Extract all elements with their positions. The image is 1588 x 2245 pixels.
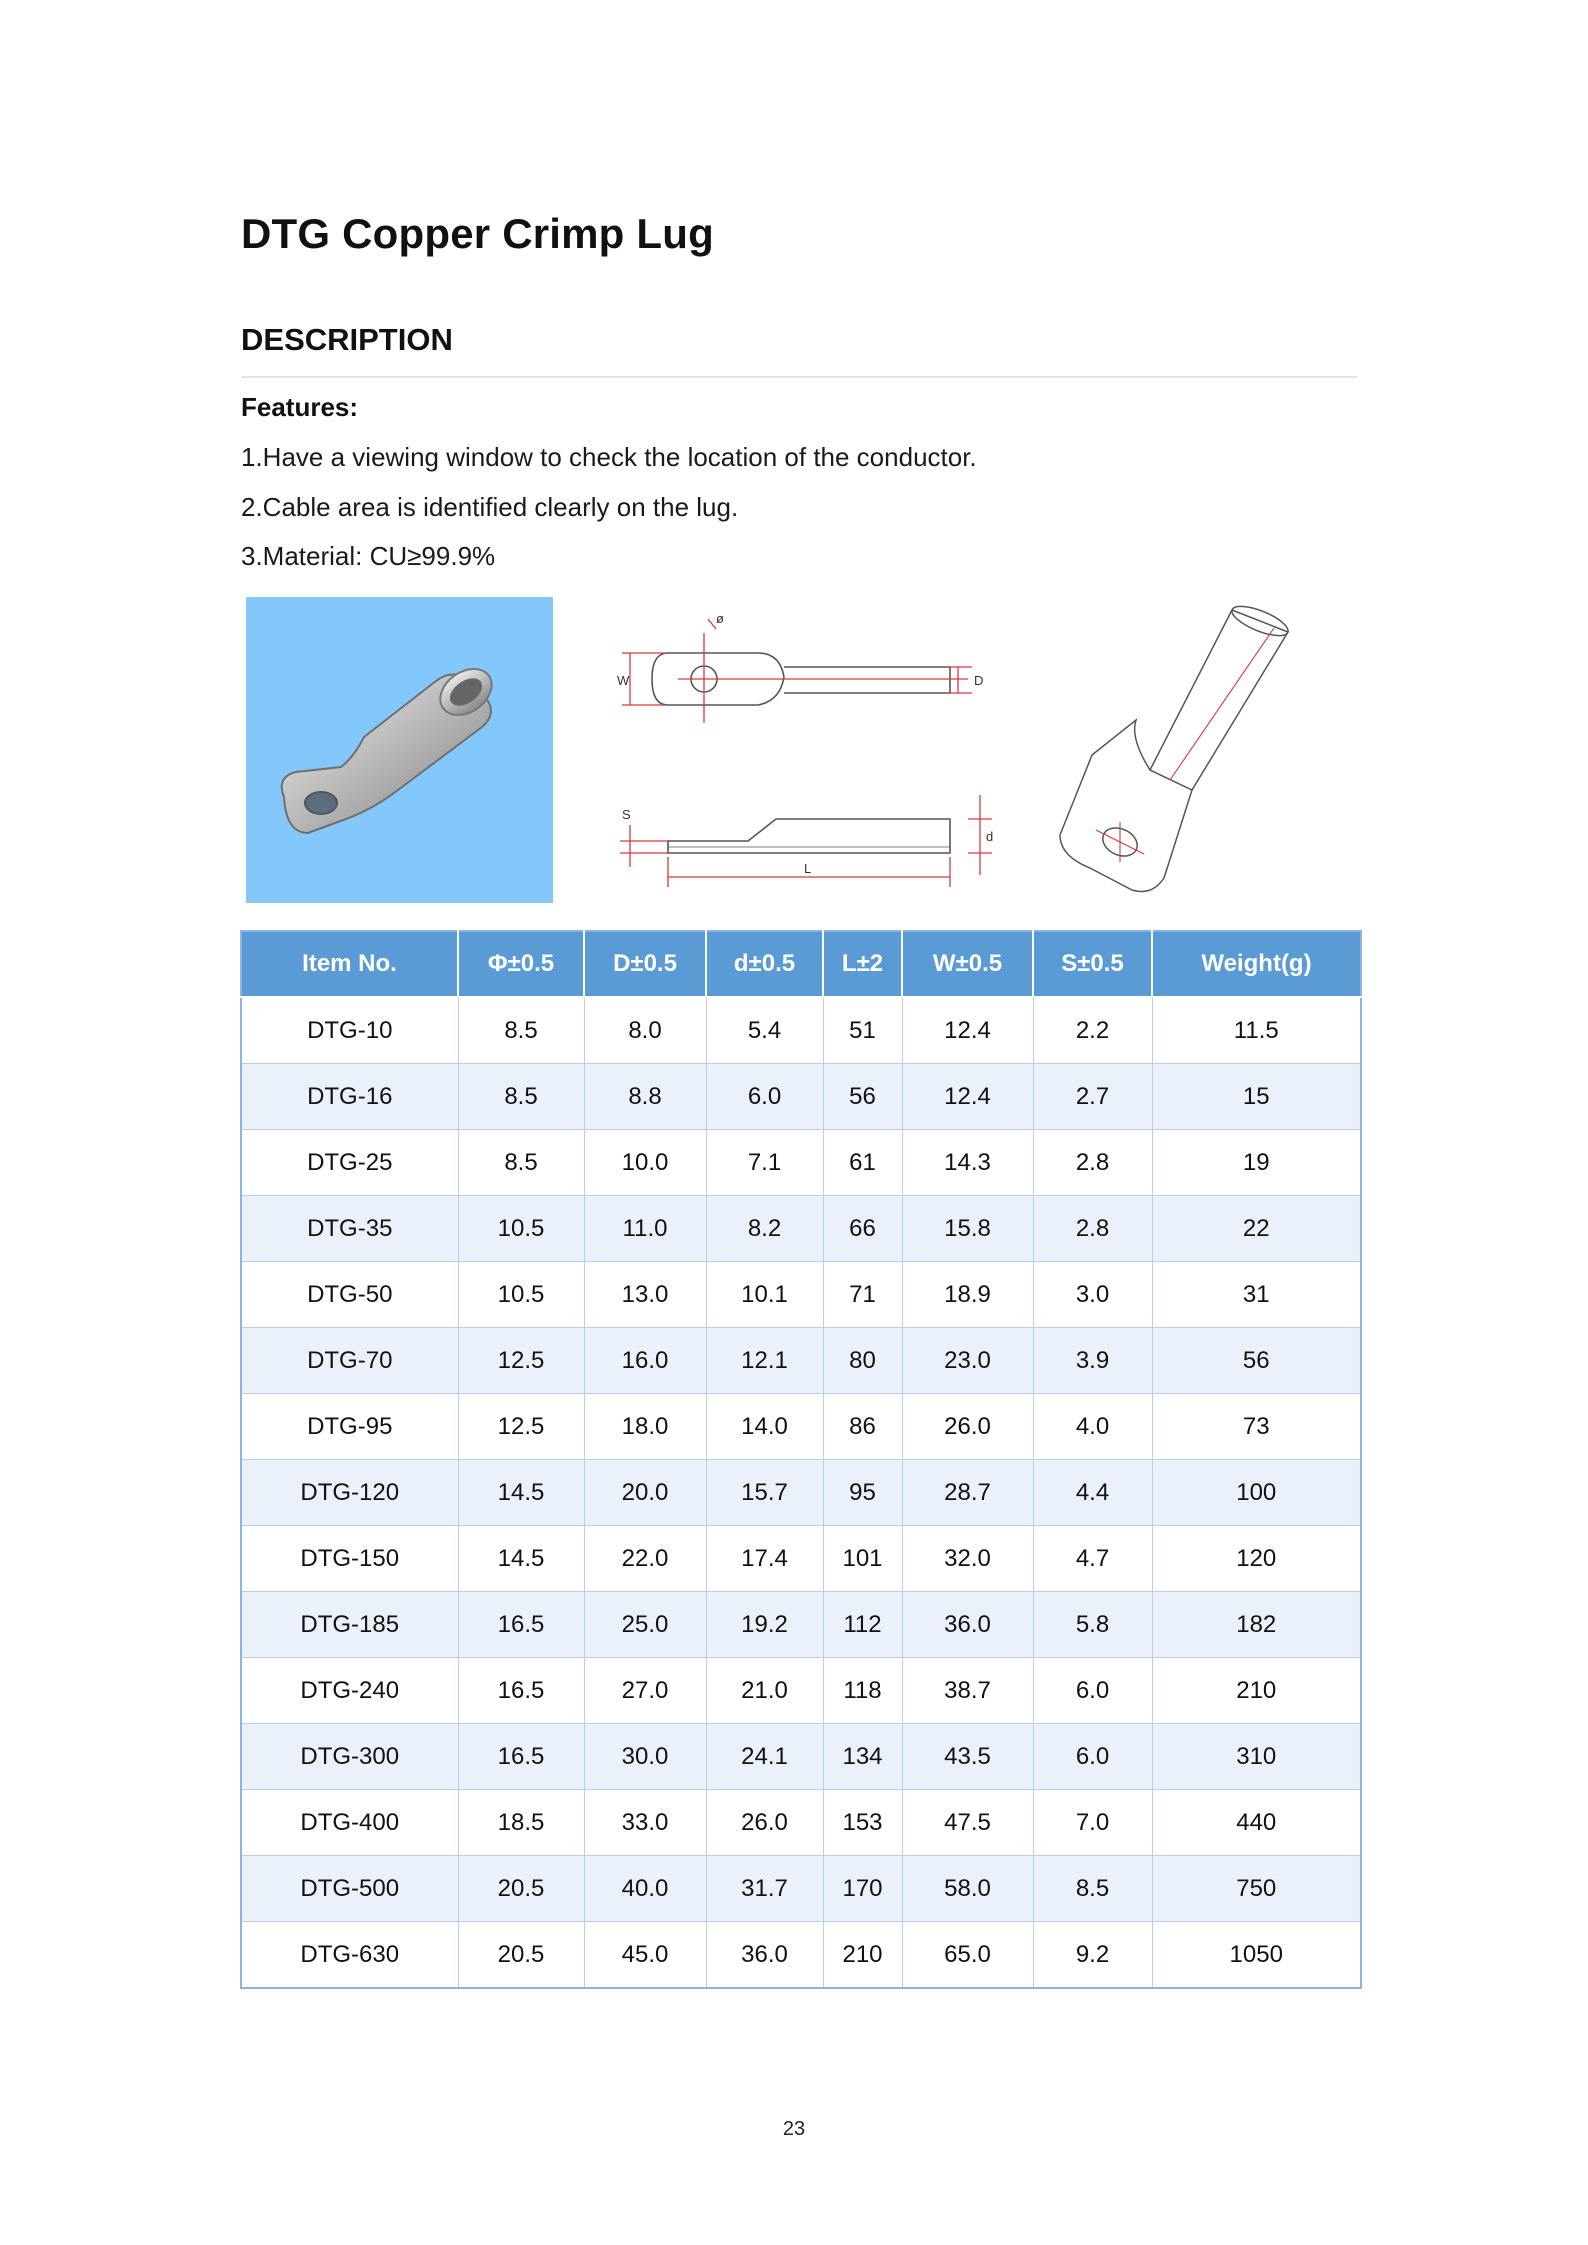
cell-small-d: 15.7: [706, 1460, 823, 1526]
cell-w: 14.3: [902, 1130, 1033, 1196]
cell-phi: 14.5: [458, 1526, 584, 1592]
cell-item-no: DTG-10: [241, 997, 458, 1064]
cell-s: 2.2: [1033, 997, 1152, 1064]
cell-s: 2.8: [1033, 1130, 1152, 1196]
header-weight: Weight(g): [1152, 931, 1361, 997]
cell-w: 28.7: [902, 1460, 1033, 1526]
cell-phi: 12.5: [458, 1394, 584, 1460]
cell-l: 95: [823, 1460, 902, 1526]
cell-phi: 12.5: [458, 1328, 584, 1394]
cell-s: 4.7: [1033, 1526, 1152, 1592]
cell-small-d: 31.7: [706, 1856, 823, 1922]
cell-w: 12.4: [902, 1064, 1033, 1130]
cell-phi: 10.5: [458, 1262, 584, 1328]
cell-s: 5.8: [1033, 1592, 1152, 1658]
cell-s: 7.0: [1033, 1790, 1152, 1856]
cell-item-no: DTG-120: [241, 1460, 458, 1526]
cell-phi: 8.5: [458, 997, 584, 1064]
cell-big-d: 8.8: [584, 1064, 706, 1130]
cell-l: 210: [823, 1922, 902, 1989]
cell-weight: 31: [1152, 1262, 1361, 1328]
header-l: L±2: [823, 931, 902, 997]
cell-small-d: 6.0: [706, 1064, 823, 1130]
cell-item-no: DTG-500: [241, 1856, 458, 1922]
features-label: Features:: [241, 392, 359, 422]
header-item-no: Item No.: [241, 931, 458, 997]
cell-item-no: DTG-35: [241, 1196, 458, 1262]
cell-phi: 8.5: [458, 1064, 584, 1130]
drawing-label-small-d: d: [986, 829, 994, 844]
table-header-row: [241, 931, 1361, 997]
cell-s: 4.4: [1033, 1460, 1152, 1526]
perspective-sketch: [1052, 600, 1317, 900]
cell-s: 6.0: [1033, 1724, 1152, 1790]
cell-w: 43.5: [902, 1724, 1033, 1790]
cell-item-no: DTG-95: [241, 1394, 458, 1460]
cell-big-d: 13.0: [584, 1262, 706, 1328]
cell-l: 71: [823, 1262, 902, 1328]
section-heading: DESCRIPTION: [241, 322, 453, 357]
table-row: [241, 1658, 1361, 1724]
cell-weight: 1050: [1152, 1922, 1361, 1989]
feature-item: 1.Have a viewing window to check the location of the conductor.: [241, 442, 977, 472]
cell-s: 4.0: [1033, 1394, 1152, 1460]
cell-w: 32.0: [902, 1526, 1033, 1592]
cell-s: 6.0: [1033, 1658, 1152, 1724]
cell-small-d: 17.4: [706, 1526, 823, 1592]
cell-small-d: 12.1: [706, 1328, 823, 1394]
cell-weight: 73: [1152, 1394, 1361, 1460]
cell-small-d: 5.4: [706, 997, 823, 1064]
cell-weight: 11.5: [1152, 997, 1361, 1064]
spec-table-body: [241, 997, 1361, 1988]
cell-phi: 14.5: [458, 1460, 584, 1526]
cell-weight: 440: [1152, 1790, 1361, 1856]
cell-item-no: DTG-400: [241, 1790, 458, 1856]
cell-small-d: 24.1: [706, 1724, 823, 1790]
cell-l: 153: [823, 1790, 902, 1856]
cell-big-d: 25.0: [584, 1592, 706, 1658]
cell-big-d: 16.0: [584, 1328, 706, 1394]
cell-small-d: 26.0: [706, 1790, 823, 1856]
cell-s: 2.8: [1033, 1196, 1152, 1262]
cell-item-no: DTG-150: [241, 1526, 458, 1592]
cell-big-d: 30.0: [584, 1724, 706, 1790]
cell-big-d: 18.0: [584, 1394, 706, 1460]
cell-phi: 18.5: [458, 1790, 584, 1856]
cell-weight: 750: [1152, 1856, 1361, 1922]
cell-small-d: 10.1: [706, 1262, 823, 1328]
cell-w: 26.0: [902, 1394, 1033, 1460]
cell-w: 65.0: [902, 1922, 1033, 1989]
cell-weight: 310: [1152, 1724, 1361, 1790]
feature-item: 3.Material: CU≥99.9%: [241, 541, 496, 571]
cell-weight: 56: [1152, 1328, 1361, 1394]
table-row: [241, 1394, 1361, 1460]
cell-l: 56: [823, 1064, 902, 1130]
cell-l: 112: [823, 1592, 902, 1658]
cell-item-no: DTG-70: [241, 1328, 458, 1394]
cell-phi: 16.5: [458, 1724, 584, 1790]
table-row: [241, 1262, 1361, 1328]
cell-s: 3.0: [1033, 1262, 1152, 1328]
cell-phi: 16.5: [458, 1592, 584, 1658]
cell-small-d: 21.0: [706, 1658, 823, 1724]
cell-w: 23.0: [902, 1328, 1033, 1394]
cell-l: 61: [823, 1130, 902, 1196]
spec-table: [240, 930, 1362, 1989]
table-row: [241, 1196, 1361, 1262]
cell-s: 2.7: [1033, 1064, 1152, 1130]
cell-phi: 10.5: [458, 1196, 584, 1262]
page-number: 23: [782, 2118, 806, 2140]
cell-big-d: 8.0: [584, 997, 706, 1064]
cell-big-d: 40.0: [584, 1856, 706, 1922]
table-row: [241, 1922, 1361, 1989]
cell-small-d: 7.1: [706, 1130, 823, 1196]
table-row: [241, 1130, 1361, 1196]
cell-l: 101: [823, 1526, 902, 1592]
cell-s: 3.9: [1033, 1328, 1152, 1394]
header-phi: Φ±0.5: [458, 931, 584, 997]
cell-weight: 210: [1152, 1658, 1361, 1724]
cell-item-no: DTG-630: [241, 1922, 458, 1989]
cell-l: 170: [823, 1856, 902, 1922]
cell-weight: 182: [1152, 1592, 1361, 1658]
cell-phi: 20.5: [458, 1856, 584, 1922]
dimension-drawing-svg: [608, 605, 1008, 895]
cell-l: 118: [823, 1658, 902, 1724]
drawing-label-s: S: [622, 807, 631, 822]
cell-l: 134: [823, 1724, 902, 1790]
product-photo: [246, 597, 553, 903]
cell-big-d: 10.0: [584, 1130, 706, 1196]
cell-big-d: 11.0: [584, 1196, 706, 1262]
drawing-label-big-d: D: [974, 673, 984, 688]
cell-phi: 8.5: [458, 1130, 584, 1196]
cell-big-d: 27.0: [584, 1658, 706, 1724]
page-title: DTG Copper Crimp Lug: [241, 210, 714, 257]
table-row: [241, 1526, 1361, 1592]
cell-w: 47.5: [902, 1790, 1033, 1856]
header-w: W±0.5: [902, 931, 1033, 997]
table-row: [241, 1460, 1361, 1526]
cell-w: 15.8: [902, 1196, 1033, 1262]
header-small-d: d±0.5: [706, 931, 823, 997]
cell-weight: 22: [1152, 1196, 1361, 1262]
cell-l: 80: [823, 1328, 902, 1394]
cell-item-no: DTG-16: [241, 1064, 458, 1130]
cell-small-d: 14.0: [706, 1394, 823, 1460]
table-row: [241, 1064, 1361, 1130]
lug-photo-illustration: [246, 597, 553, 903]
table-row: [241, 1790, 1361, 1856]
cell-item-no: DTG-50: [241, 1262, 458, 1328]
cell-w: 12.4: [902, 997, 1033, 1064]
cell-weight: 100: [1152, 1460, 1361, 1526]
cell-weight: 120: [1152, 1526, 1361, 1592]
cell-w: 38.7: [902, 1658, 1033, 1724]
drawing-label-phi: ø: [716, 611, 724, 626]
header-s: S±0.5: [1033, 931, 1152, 997]
cell-big-d: 22.0: [584, 1526, 706, 1592]
feature-item: 2.Cable area is identified clearly on the lug.: [241, 492, 739, 522]
cell-weight: 19: [1152, 1130, 1361, 1196]
cell-l: 86: [823, 1394, 902, 1460]
cell-item-no: DTG-300: [241, 1724, 458, 1790]
cell-l: 66: [823, 1196, 902, 1262]
drawing-label-w: W: [617, 673, 630, 688]
cell-small-d: 19.2: [706, 1592, 823, 1658]
cell-small-d: 8.2: [706, 1196, 823, 1262]
cell-big-d: 20.0: [584, 1460, 706, 1526]
cell-w: 18.9: [902, 1262, 1033, 1328]
cell-item-no: DTG-25: [241, 1130, 458, 1196]
cell-item-no: DTG-185: [241, 1592, 458, 1658]
cell-weight: 15: [1152, 1064, 1361, 1130]
cell-phi: 20.5: [458, 1922, 584, 1989]
table-row: [241, 1856, 1361, 1922]
cell-w: 36.0: [902, 1592, 1033, 1658]
cell-s: 8.5: [1033, 1856, 1152, 1922]
table-row: [241, 1328, 1361, 1394]
drawing-label-l: L: [804, 861, 812, 876]
header-big-d: D±0.5: [584, 931, 706, 997]
cell-item-no: DTG-240: [241, 1658, 458, 1724]
cell-l: 51: [823, 997, 902, 1064]
cell-big-d: 33.0: [584, 1790, 706, 1856]
table-row: [241, 1592, 1361, 1658]
cell-s: 9.2: [1033, 1922, 1152, 1989]
cell-small-d: 36.0: [706, 1922, 823, 1989]
table-row: [241, 1724, 1361, 1790]
table-row: [241, 997, 1361, 1064]
dimension-drawing: [608, 605, 1008, 895]
section-divider: [241, 376, 1357, 378]
cell-w: 58.0: [902, 1856, 1033, 1922]
perspective-sketch-svg: [1052, 600, 1317, 900]
cell-big-d: 45.0: [584, 1922, 706, 1989]
cell-phi: 16.5: [458, 1658, 584, 1724]
